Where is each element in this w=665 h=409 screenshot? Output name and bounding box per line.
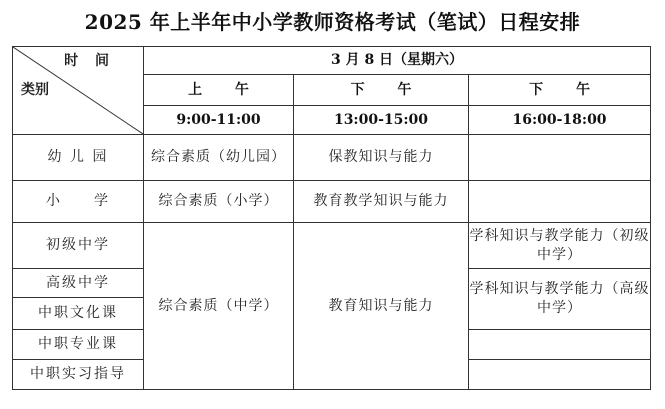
kindergarten-afternoon-exam: 保教知识与能力 — [294, 135, 469, 181]
page-title: 2025 年上半年中小学教师资格考试（笔试）日程安排 — [84, 10, 581, 34]
header-date: 3 月 8 日（星期六） — [144, 47, 651, 75]
schedule-table — [12, 46, 651, 390]
junior-high-evening-exam: 学科知识与教学能力（初级中学） — [469, 223, 651, 269]
vocational-internship-evening-exam — [469, 360, 651, 390]
header-corner-cell — [13, 47, 144, 135]
category-kindergarten: 幼 儿 园 — [13, 135, 144, 181]
header-time-afternoon-2: 16:00-18:00 — [469, 106, 651, 135]
header-time-morning: 9:00-11:00 — [144, 106, 294, 135]
category-vocational-professional: 中职专业课 — [13, 330, 144, 360]
category-vocational-internship: 中职实习指导 — [13, 360, 144, 390]
senior-high-evening-exam: 学科知识与教学能力（高级中学） — [469, 269, 651, 330]
category-junior-high: 初级中学 — [13, 223, 144, 269]
primary-afternoon-exam: 教育教学知识与能力 — [294, 181, 469, 223]
secondary-morning-exam: 综合素质（中学） — [144, 223, 294, 390]
vocational-professional-evening-exam — [469, 330, 651, 360]
category-primary: 小 学 — [13, 181, 144, 223]
primary-evening-exam — [469, 181, 651, 223]
header-time-label: 时 间 — [64, 53, 115, 69]
secondary-afternoon-exam: 教育知识与能力 — [294, 223, 469, 390]
primary-morning-exam: 综合素质（小学） — [144, 181, 294, 223]
header-session-afternoon-1: 下 午 — [294, 75, 469, 106]
kindergarten-morning-exam: 综合素质（幼儿园） — [144, 135, 294, 181]
header-time-afternoon-1: 13:00-15:00 — [294, 106, 469, 135]
category-vocational-culture: 中职文化课 — [13, 298, 144, 330]
header-category-label: 类别 — [21, 82, 49, 98]
kindergarten-evening-exam — [469, 135, 651, 181]
category-senior-high: 高级中学 — [13, 269, 144, 298]
header-session-morning: 上 午 — [144, 75, 294, 106]
header-session-afternoon-2: 下 午 — [469, 75, 651, 106]
